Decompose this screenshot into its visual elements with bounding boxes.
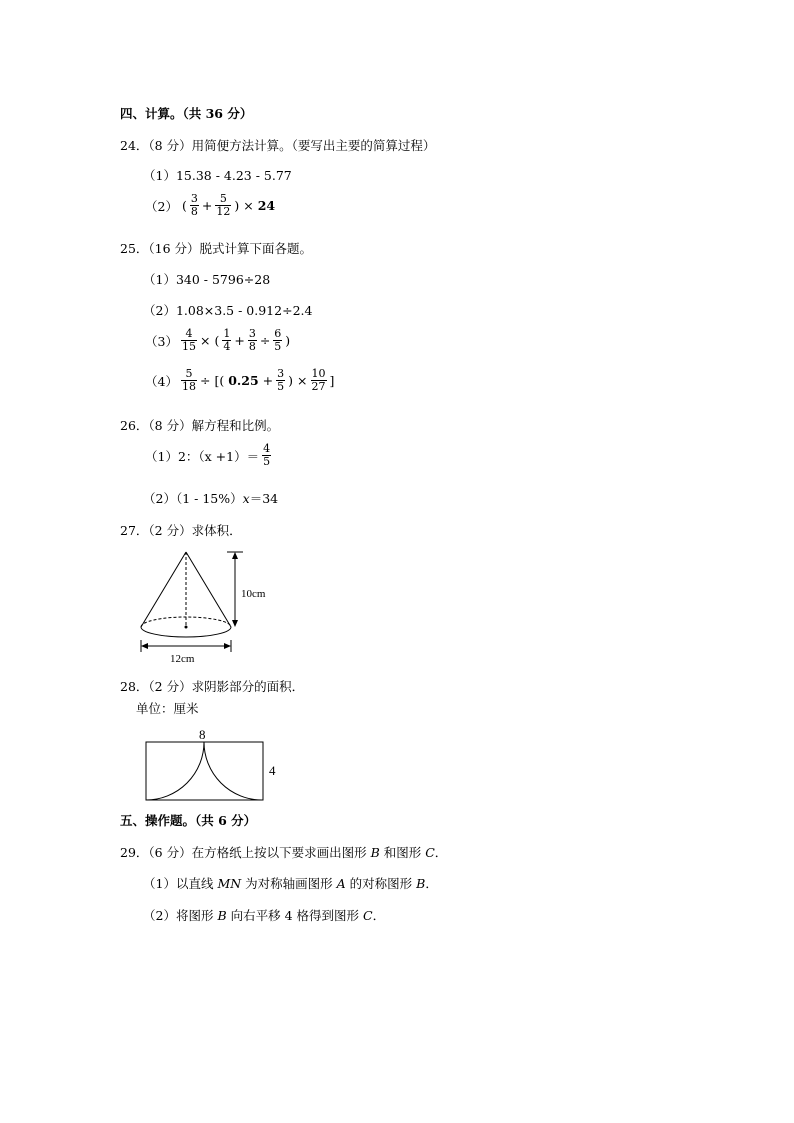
- q29-part1: （1）以直线 MN 为对称轴画图形 A 的对称图形 B．: [143, 876, 438, 891]
- cone-diameter-label: 12cm: [170, 653, 195, 665]
- q24-part2: （2） ( $\frac{3}{8}$ + $\frac{5}{12}$ ) × 24: [145, 192, 276, 218]
- quarter-circle-arcs: [146, 742, 262, 800]
- q28-title: 28．（2 分）求阴影部分的面积．: [120, 679, 305, 694]
- q25-title: 25．（16 分）脱式计算下面各题。: [120, 241, 313, 256]
- top-dimension-label: 8: [199, 727, 206, 742]
- q24-title: 24．（8 分）用简便方法计算。（要写出主要的简算过程）: [120, 138, 436, 153]
- diam-arrow-left: [141, 643, 148, 649]
- q29-title: 29．（6 分）在方格纸上按以下要求画出图形 B 和图形 C．: [120, 845, 448, 860]
- q25-part4: （4） $\frac{5}{18}$ ÷ [( 0.25 + $\frac{3}{5}$ ) × $\frac{10}{27}$ ]: [145, 367, 335, 393]
- cone-figure: [135, 545, 275, 667]
- height-arrow-up: [232, 552, 238, 559]
- diam-arrow-right: [224, 643, 231, 649]
- q25-part1: （1）340 - 5796÷28: [143, 272, 271, 287]
- q24-part1: （1）15.38 - 4.23 - 5.77: [143, 168, 292, 183]
- cone-center-dot: [185, 626, 188, 629]
- side-dimension-label: 4: [269, 763, 276, 778]
- q26-part1: （1）2：（x +1）＝ $\frac{4}{5}$: [145, 442, 271, 468]
- q26-part2: （2）（1 - 15%）x＝34: [143, 491, 279, 506]
- height-arrow-down: [232, 620, 238, 627]
- unit-label: 单位：厘米: [136, 701, 199, 716]
- cone-right-edge: [186, 552, 231, 627]
- q25-part2: （2）1.08×3.5 - 0.912÷2.4: [143, 303, 313, 318]
- q25-part3: （3） $\frac{4}{15}$ × ( $\frac{1}{4}$ + $\frac{3}{8}$ ÷ $\frac{6}{5}$ ): [145, 327, 291, 353]
- cone-height-label: 10cm: [241, 588, 266, 600]
- q29-part2: （2）将图形 B 向右平移 4 格得到图形 C．: [143, 908, 386, 923]
- cone-left-edge: [141, 552, 186, 627]
- section-5-heading: 五、操作题。（共 6 分）: [120, 813, 257, 828]
- shaded-area-figure: [140, 724, 285, 804]
- q26-title: 26．（8 分）解方程和比例。: [120, 418, 280, 433]
- q27-title: 27．（2 分）求体积．: [120, 523, 242, 538]
- section-4-heading: 四、计算。（共 36 分）: [120, 106, 253, 121]
